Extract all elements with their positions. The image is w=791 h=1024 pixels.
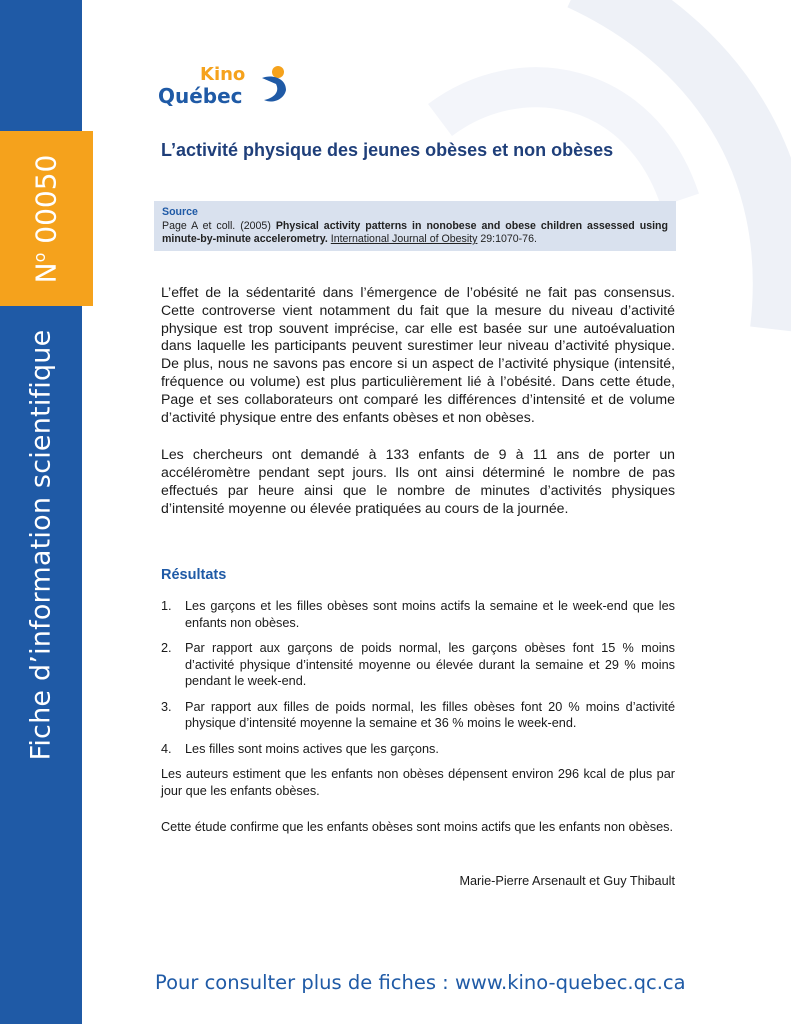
results-heading: Résultats [161, 567, 227, 583]
source-citation: Page A et coll. (2005) Physical activity patterns in nonobese and obese children assessed using minute-by-minute accelerometry. International Journal of Obesity 29:1070-76. [162, 220, 668, 245]
journal-link[interactable]: International Journal of Obesity [330, 233, 478, 245]
authors: Marie-Pierre Arsenault et Guy Thibault [459, 874, 675, 888]
paragraph: L’effet de la sédentarité dans l’émergence de l’obésité ne fait pas consensus. Cette controverse vient notamment du fait que la mesure du niveau d’activité physique est trop souvent imprécise, car elle est basée sur une autoévaluation dans laquelle les participants peuvent surestimer leur niveau d’activité physique. De plus, nous ne savons pas encore si un aspect de l’activité physique (intensité, fréquence ou volume) est plus particulièrement lié à l’obésité. Dans cette étude, Page et ses collaborateurs ont comparé les différences d’intensité et de volume d’activité physique entre des enfants obèses et non obèses. [161, 284, 675, 425]
intro-text [161, 284, 675, 538]
logo-figure-icon [258, 64, 290, 106]
fiche-number: $N^o$ 00050 [29, 154, 63, 284]
paragraph: Les auteurs estiment que les enfants non obèses dépensent environ 296 kcal de plus par jour que les enfants obèses. [161, 767, 675, 798]
results-list [161, 598, 675, 757]
paragraph: Les chercheurs ont demandé à 133 enfants de 9 à 11 ans de porter un accéléromètre pendant sept jours. Ils ont ainsi déterminé le nombre de pas effectués par heure ainsi que le nombre de minutes d’activités physiques d’intensité moyenne ou élevée pratiquées au cours de la journée. [161, 446, 675, 516]
page-title: L’activité physique des jeunes obèses et non obèses [161, 140, 614, 160]
sidebar-title: Fiche d’information scientifique [25, 329, 57, 761]
source-label: Source [162, 206, 198, 218]
kino-quebec-logo: Kino Québec [158, 60, 298, 110]
list-item: 4. Les filles sont moins actives que les garçons. [161, 741, 439, 756]
results-section [161, 598, 675, 856]
source-box [154, 201, 676, 251]
list-item: 1. Les garçons et les filles obèses sont moins actifs la semaine et le week-end que les enfants non obèses. [161, 599, 675, 630]
paragraph: Cette étude confirme que les enfants obèses sont moins actifs que les enfants non obèses. [161, 820, 674, 834]
list-item: 3. Par rapport aux filles de poids normal, les filles obèses font 20 % moins d’activité physique d’intensité moyenne la semaine et 36 % moins le week-end. [161, 699, 675, 730]
list-item: 2. Par rapport aux garçons de poids normal, les garçons obèses font 15 % moins d’activité physique d’intensité moyenne ou élevée durant la semaine et 29 % moins pendant le week-end. [161, 641, 675, 688]
footer-link[interactable]: Pour consulter plus de fiches : www.kino-quebec.qc.ca [155, 971, 686, 994]
